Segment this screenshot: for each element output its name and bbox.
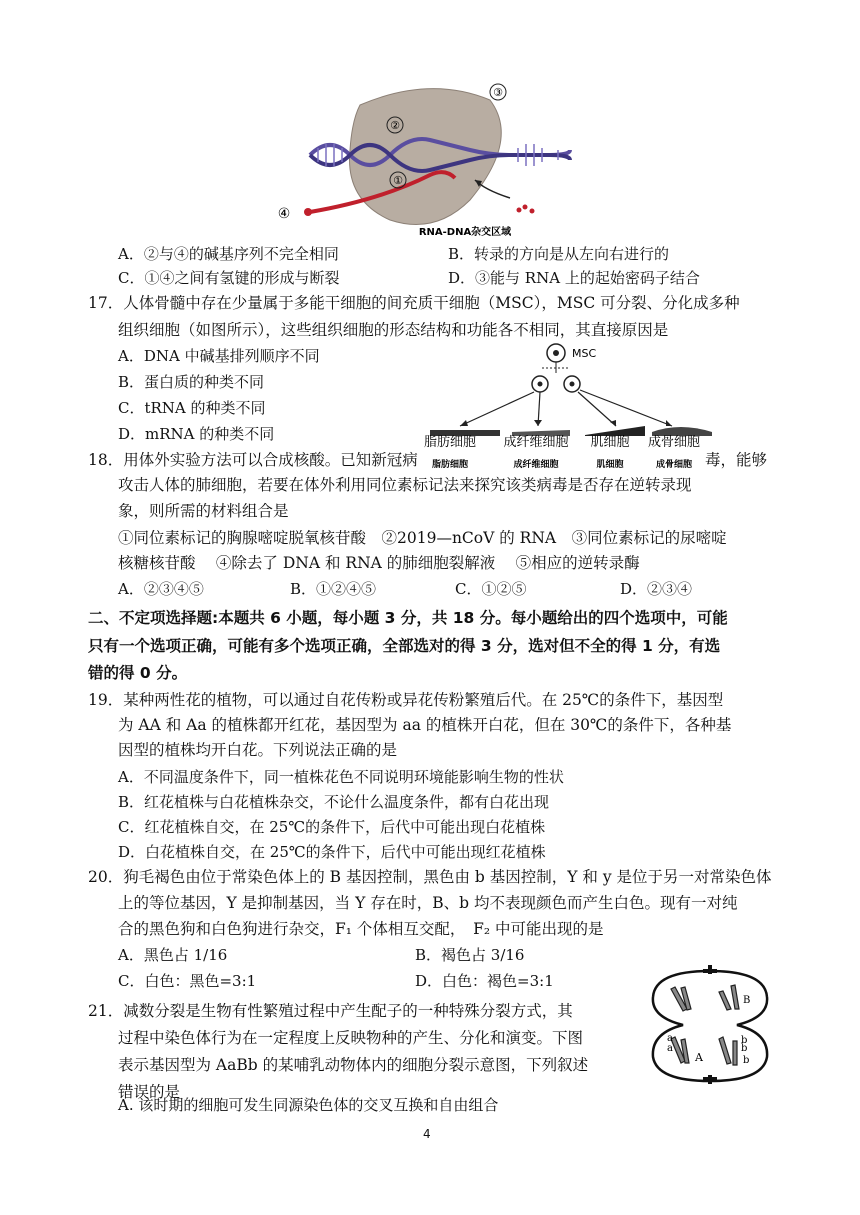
cell-label-muscle: 肌细胞 xyxy=(590,435,630,450)
cell-sublabel-osteo: 成骨细胞 xyxy=(655,460,693,470)
msc-label: MSC xyxy=(572,347,597,360)
q18-option-c: C．①②⑤ xyxy=(455,580,527,598)
marker-2: ② xyxy=(390,119,400,132)
q17-option-a: A．DNA 中碱基排列顺序不同 xyxy=(118,347,320,365)
marker-4: ④ xyxy=(277,206,291,222)
q16-option-d: D．③能与 RNA 上的起始密码子结合 xyxy=(448,269,700,287)
q18-stem-line-2: 攻击人体的肺细胞，若要在体外利用同位素标记法来探究该类病毒是否存在逆转录现 xyxy=(118,476,692,494)
gene-label-B: B xyxy=(743,995,751,1006)
cell-sublabel-muscle: 肌细胞 xyxy=(596,460,624,470)
rna-dna-hybrid-label: RNA-DNA杂交区域 xyxy=(418,227,512,238)
q17-option-c: C．tRNA 的种类不同 xyxy=(118,399,266,417)
section2-heading-line-3: 错的得 0 分。 xyxy=(88,664,188,682)
q18-option-b: B．①②④⑤ xyxy=(290,580,377,598)
q18-stem-line-4: ①同位素标记的胸腺嘧啶脱氧核苷酸 ②2019—nCoV 的 RNA ③同位素标记的尿嘧啶 xyxy=(118,529,727,547)
q20-stem-line-3: 合的黑色狗和白色狗进行杂交，F₁ 个体相互交配， F₂ 中可能出现的是 xyxy=(118,920,604,938)
gene-label-b3: b xyxy=(743,1055,750,1066)
meiosis-cell-figure xyxy=(645,965,775,1085)
cell-label-osteo: 成骨细胞 xyxy=(647,435,701,450)
q20-option-d: D．白色：褐色=3:1 xyxy=(415,972,554,990)
transcription-diagram xyxy=(270,80,590,240)
cell-label-fat: 脂肪细胞 xyxy=(423,435,477,450)
section2-heading-line-2: 只有一个选项正确，可能有多个选项正确，全部选对的得 3 分，选对但不全的得 1 分，有选 xyxy=(88,637,721,655)
gene-label-A: A xyxy=(695,1051,703,1064)
q21-stem-line-2: 过程中染色体行为在一定程度上反映物种的产生、分化和演变。下图 xyxy=(118,1029,584,1047)
gene-label-b2: b xyxy=(741,1043,748,1054)
q16-option-c: C．①④之间有氢键的形成与断裂 xyxy=(118,269,340,287)
q16-option-b: B．转录的方向是从左向右进行的 xyxy=(448,245,670,263)
transcription-figure xyxy=(270,80,590,240)
cell-sublabel-fibroblast: 成纤维细胞 xyxy=(513,460,559,470)
q18-stem-line-1-start: 18．用体外实验方法可以合成核酸。已知新冠病 xyxy=(88,451,418,469)
q19-option-d: D．白花植株自交，在 25℃的条件下，后代中可能出现红花植株 xyxy=(118,843,546,861)
msc-diagram xyxy=(420,340,720,470)
q17-stem-line-1: 17．人体骨髓中存在少量属于多能干细胞的间充质干细胞（MSC），MSC 可分裂、分化成多种 xyxy=(88,294,740,312)
gene-label-a2: a xyxy=(667,1043,673,1054)
q20-stem-line-1: 20．狗毛褐色由位于常染色体上的 B 基因控制，黑色由 b 基因控制，Y 和 y 是位于另一对常染色体 xyxy=(88,868,772,886)
q21-option-a: A. 该时期的细胞可发生同源染色体的交叉互换和自由组合 xyxy=(118,1096,499,1114)
q19-stem-line-2: 为 AA 和 Aa 的植株都开红花，基因型为 aa 的植株开白花，但在 30℃的条件下，各种基 xyxy=(118,716,732,734)
q17-option-b: B．蛋白质的种类不同 xyxy=(118,373,265,391)
q19-stem-line-3: 因型的植株均开白花。下列说法正确的是 xyxy=(118,741,398,759)
q19-stem-line-1: 19．某种两性花的植物，可以通过自花传粉或异花传粉繁殖后代。在 25℃的条件下，基因型 xyxy=(88,691,724,709)
cell-label-fibroblast: 成纤维细胞 xyxy=(503,435,569,450)
q18-option-a: A．②③④⑤ xyxy=(118,580,204,598)
q20-stem-line-2: 上的等位基因，Y 是抑制基因，当 Y 存在时，B、b 均不表现颜色而产生白色。现有一对纯 xyxy=(118,894,738,912)
q20-option-c: C．白色：黑色=3:1 xyxy=(118,972,257,990)
q20-option-b: B．褐色占 3/16 xyxy=(415,946,525,964)
marker-1: ① xyxy=(393,174,403,187)
cell-sublabel-fat: 脂肪细胞 xyxy=(431,460,469,470)
q21-stem-line-3: 表示基因型为 AaBb 的某哺乳动物体内的细胞分裂示意图，下列叙述 xyxy=(118,1056,589,1074)
q17-stem-line-2: 组织细胞（如图所示），这些组织细胞的形态结构和功能各不相同，其直接原因是 xyxy=(118,321,669,339)
q19-option-b: B．红花植株与白花植株杂交，不论什么温度条件，都有白花出现 xyxy=(118,793,550,811)
q20-option-a: A．黑色占 1/16 xyxy=(118,946,228,964)
page-number: 4 xyxy=(423,1127,431,1141)
gene-label-b1: b xyxy=(741,1035,748,1046)
gene-label-a1: a xyxy=(667,1033,673,1044)
msc-differentiation-figure xyxy=(420,340,720,470)
marker-3: ③ xyxy=(493,86,503,99)
meiosis-diagram xyxy=(645,965,775,1085)
q16-option-a: A．②与④的碱基序列不完全相同 xyxy=(118,245,339,263)
q21-stem-line-4: 错误的是 xyxy=(118,1083,181,1101)
q18-stem-line-5: 核糖核苷酸 ④除去了 DNA 和 RNA 的肺细胞裂解液 ⑤相应的逆转录酶 xyxy=(118,554,640,572)
section2-heading-line-1: 二、不定项选择题:本题共 6 小题，每小题 3 分，共 18 分。每小题给出的四个选项中，可能 xyxy=(88,609,728,627)
q17-option-d: D．mRNA 的种类不同 xyxy=(118,425,275,443)
q19-option-a: A．不同温度条件下，同一植株花色不同说明环境能影响生物的性状 xyxy=(118,768,564,786)
q18-stem-line-3: 象，则所需的材料组合是 xyxy=(118,502,289,520)
q18-stem-line-1-end: 毒，能够 xyxy=(705,451,768,469)
q18-option-d: D．②③④ xyxy=(620,580,693,598)
q21-stem-line-1: 21．减数分裂是生物有性繁殖过程中产生配子的一种特殊分裂方式，其 xyxy=(88,1002,573,1020)
q19-option-c: C．红花植株自交，在 25℃的条件下，后代中可能出现白花植株 xyxy=(118,818,546,836)
